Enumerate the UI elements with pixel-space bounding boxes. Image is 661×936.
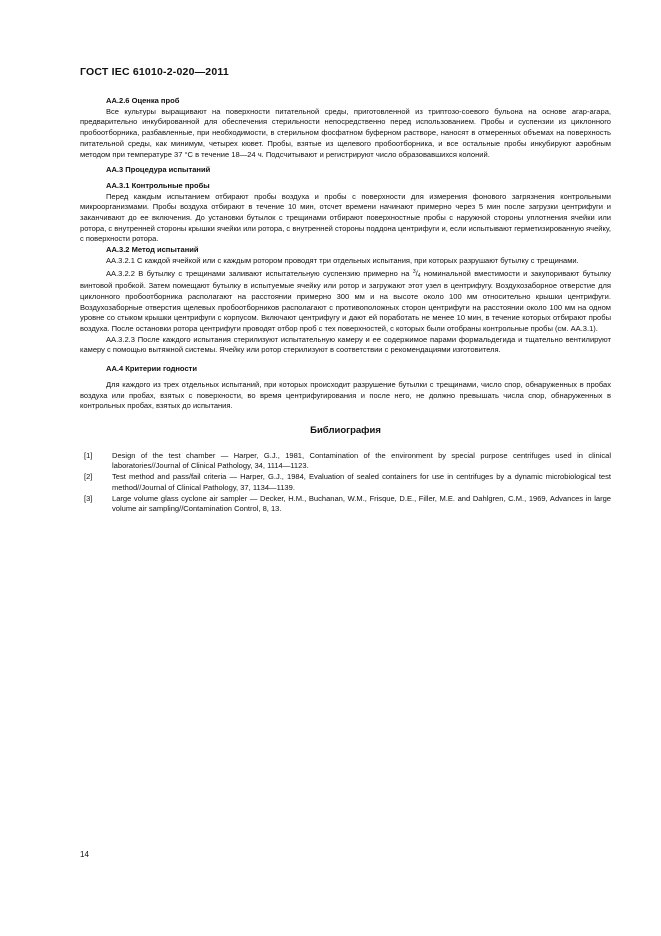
paragraph-aa323: АА.3.2.3 После каждого испытания стерилизуют испытательную камеру и ее содержимое парами формальдегида и тщательно вентилируют камеру с помощью вытяжной системы. Ячейку или ротор стерилизуют в соответствии с рекомендациями изготовителя. [80, 334, 611, 355]
bibliography-item [80, 494, 611, 515]
bibliography-item-number: [1] [84, 450, 93, 460]
section-heading-aa32: АА.3.2 Метод испытаний [106, 245, 199, 255]
section-heading-aa26: AA.2.6 Оценка проб [106, 96, 180, 105]
bibliography-item-number: [3] [84, 493, 93, 503]
bibliography-item-text: Test method and pass/fail criteria — Harper, G.J., 1984, Evaluation of sealed containers for use in centrifuges by a dynamic microbiological test method//Journal of Clinical Pathology, 37, 1134—1139. [112, 472, 611, 492]
section-text-aa26: Все культуры выращивают на поверхности питательной среды, приготовленной из триптозо-соевого бульона на основе агар-агара, предварительно инкубированной для обеспечения стерильности непосредственно перед использованием. Пробы и суспензии из циклонного пробоотборника, разбавленные, при необходимости, в стерильном фосфатном буферном растворе, наносят в отмеренных объемах на поверхность питательной среды, как минимум, четырех кювет. Пробы, взятые из щелевого пробоотборника, и все остальные пробы инкубируют аэробным методом при температуре 37 °С в течение 18—24 ч. Подсчитывают и регистрируют число образовавшихся колоний. [80, 106, 611, 159]
bibliography-item-text: Design of the test chamber — Harper, G.J., 1981, Contamination of the environment by special purpose centrifuges used in clinical laboratories//Journal of Clinical Pathology, 34, 1114—1123. [112, 450, 611, 471]
bibliography-item [80, 451, 611, 472]
paragraph-aa322-start: АА.3.2.2 В бутылку с трещинами заливают испытательную суспензию примерно на [106, 268, 413, 278]
section-heading-aa31: АА.3.1 Контрольные пробы [106, 180, 210, 190]
section-heading-aa3: АА.3 Процедура испытаний [106, 165, 211, 175]
bibliography-item-number: [2] [84, 472, 93, 482]
paragraph-aa321: АА.3.2.1 С каждой ячейкой или с каждым ротором проводят три отдельных испытания, при которых разрушают бутылку с трещинами. [106, 255, 579, 265]
bibliography-item [80, 472, 611, 493]
paragraph-aa322: АА.3.2.2 В бутылку с трещинами заливают испытательную суспензию примерно на $^3/_4$ номинальной вместимости и закупоривают бутылку винтовой пробкой. Затем помещают бутылку в испытуемые ячейку или ротор и загружают этот узел в центрифугу. Воздухозаборное отверстие для циклонного пробоотборника располагают на расстоянии примерно 300 мм и на высоте около 100 мм относительно крышки центрифуги. Воздухозаборные отверстия щелевых пробоотборников располагают с противоположных сторон центрифуги на расстоянии около 100 мм на одном уровне со стыком крышки центрифуги с корпусом. Включают центрифугу и дают ей поработать не менее 10 мин, в течение которых отбирают пробы воздуха. После остановки ротора центрифуги проводят отбор проб с тех поверхностей, с которых были отобраны контрольные пробы (см. АА.3.1). [80, 268, 611, 334]
document-header: ГОСТ IEC 61010-2-020—2011 [80, 66, 229, 78]
fraction-denominator: 4 [417, 272, 421, 279]
fraction-numerator: 3 [412, 268, 416, 275]
bibliography-title: Библиография [310, 424, 381, 436]
page-number: 14 [80, 850, 89, 859]
document-body [80, 96, 611, 515]
paragraph-aa322-end: номинальной вместимости и закупоривают бутылку винтовой пробкой. Затем помещают бутылку в испытуемые ячейку или ротор и загружают этот узел в центрифугу. Воздухозаборное отверстие для циклонного пробоотборника располагают на расстоянии примерно 300 мм и на высоте около 100 мм относительно крышки центрифуги. Воздухозаборные отверстия щелевых пробоотборников располагают с противоположных сторон центрифуги на расстоянии около 100 мм на одном уровне со стыком крышки центрифуги с корпусом. Включают центрифугу и дают ей поработать не менее 10 мин, в течение которых отбирают пробы воздуха. После остановки ротора центрифуги проводят отбор проб с тех поверхностей, с которых были отобраны контрольные пробы (см. АА.3.1). [80, 268, 611, 334]
section-text-aa31: Перед каждым испытанием отбирают пробы воздуха и пробы с поверхности для измерения фонового загрязнения контрольными микроорганизмами. Пробы воздуха отбирают в течение 10 мин, отсчет времени начинают примерно через 5 мин после загрузки центрифуги и заканчивают до ее включения. До установки бутылок с трещинами отбирают поверхностные пробы с наружной стороны уплотнения ячейки или ротора, с внутренней стороны крышки ячейки или ротора, с внутренней стороны поддона центрифуги и, если испытывают герметизированную ячейку, с поверхности ротора. [80, 191, 611, 244]
section-text-aa4: Для каждого из трех отдельных испытаний, при которых происходит разрушение бутылки с трещинами, число спор, обнаруженных в пробах воздуха или пробах, взятых с поверхности, во время центрифугирования и после него, не должно превышать числа спор, обнаруженных в контрольных пробах, взятых до испытания. [80, 379, 611, 411]
section-heading-aa4: АА.4 Критерии годности [106, 364, 197, 374]
bibliography-item-text: Large volume glass cyclone air sampler — Decker, H.M., Buchanan, W.M., Frisque, D.E., Filler, M.E. and Dahlgren, C.M., 1969, Advances in large volume air sampling//Contamination Control, 8, 13. [112, 493, 611, 514]
